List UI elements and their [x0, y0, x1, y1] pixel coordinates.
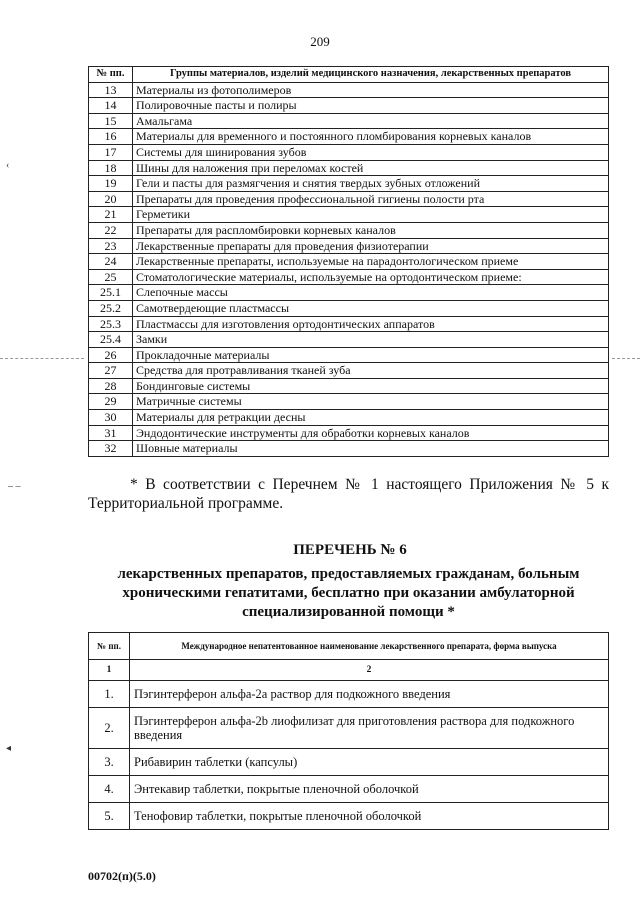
row-number: 2.: [89, 708, 130, 749]
column-header-drug: Международное непатентованное наименование лекарственного препарата, форма выпуска: [130, 633, 609, 660]
row-number: 25.1: [89, 285, 133, 301]
page-number: 209: [310, 34, 330, 49]
table-row: [89, 238, 609, 254]
row-text: Энтекавир таблетки, покрытые пленочной оболочкой: [130, 776, 609, 803]
table-row: [89, 347, 609, 363]
scan-mark: ‒ –: [8, 481, 21, 492]
footnote: * В соответствии с Перечнем № 1 настоящего Приложения № 5 к Территориальной программе.: [88, 476, 609, 512]
row-text: Замки: [133, 332, 609, 348]
row-text: Слепочные массы: [133, 285, 609, 301]
row-text: Пэгинтерферон альфа-2b лиофилизат для приготовления раствора для подкожного введения: [130, 708, 609, 749]
table-row: [89, 425, 609, 441]
table-row: [89, 363, 609, 379]
table-row: [89, 300, 609, 316]
row-text: Матричные системы: [133, 394, 609, 410]
row-text: Пластмассы для изготовления ортодонтических аппаратов: [133, 316, 609, 332]
table-row: [89, 410, 609, 426]
table-row: [89, 98, 609, 114]
table-row: [89, 681, 609, 708]
row-number: 23: [89, 238, 133, 254]
table-row: [89, 82, 609, 98]
list-subtitle: лекарственных препаратов, предоставляемых гражданам, больным хроническими гепатитами, бесплатно при оказании амбулаторной специализированной помощи *: [117, 566, 580, 620]
row-number: 1.: [89, 681, 130, 708]
row-text: Пэгинтерферон альфа-2а раствор для подкожного введения: [130, 681, 609, 708]
row-number: 28: [89, 378, 133, 394]
column-header-number: № пп.: [89, 633, 130, 660]
table-row: [89, 776, 609, 803]
row-number: 21: [89, 207, 133, 223]
row-number: 15: [89, 113, 133, 129]
table-row: [89, 316, 609, 332]
row-number: 24: [89, 254, 133, 270]
table-row: [89, 708, 609, 749]
column-header-number: № пп.: [89, 67, 133, 83]
row-number: 25.4: [89, 332, 133, 348]
table-header-row: [89, 633, 609, 660]
row-number: 20: [89, 191, 133, 207]
table-row: [89, 160, 609, 176]
table-row: [89, 749, 609, 776]
list-title: ПЕРЕЧЕНЬ № 6: [293, 542, 407, 558]
row-number: 25.3: [89, 316, 133, 332]
materials-table: [88, 66, 609, 457]
table-row: [89, 191, 609, 207]
row-text: Материалы для временного и постоянного пломбирования корневых каналов: [133, 129, 609, 145]
row-text: Самотвердеющие пластмассы: [133, 300, 609, 316]
row-number: 18: [89, 160, 133, 176]
table-row: [89, 269, 609, 285]
row-text: Средства для протравливания тканей зуба: [133, 363, 609, 379]
row-number: 4.: [89, 776, 130, 803]
row-text: Шовные материалы: [133, 441, 609, 457]
row-text: Материалы для ретракции десны: [133, 410, 609, 426]
scan-mark: ‹: [6, 160, 10, 171]
row-text: Шины для наложения при переломах костей: [133, 160, 609, 176]
row-number: 29: [89, 394, 133, 410]
row-number: 14: [89, 98, 133, 114]
scan-mark: ◂: [6, 743, 12, 754]
drugs-table: [88, 632, 609, 830]
row-text: Препараты для проведения профессиональной гигиены полости рта: [133, 191, 609, 207]
table-row: [89, 285, 609, 301]
document-code: 00702(п)(5.0): [88, 869, 156, 883]
column-number: 1: [89, 660, 130, 681]
table-row: [89, 378, 609, 394]
row-text: Тенофовир таблетки, покрытые пленочной оболочкой: [130, 803, 609, 830]
table-row: [89, 441, 609, 457]
row-text: Эндодонтические инструменты для обработки корневых каналов: [133, 425, 609, 441]
row-text: Бондинговые системы: [133, 378, 609, 394]
row-text: Лекарственные препараты, используемые на парадонтологическом приеме: [133, 254, 609, 270]
row-number: 5.: [89, 803, 130, 830]
row-number: 25: [89, 269, 133, 285]
table-row: [89, 207, 609, 223]
column-number-row: [89, 660, 609, 681]
row-text: Амальгама: [133, 113, 609, 129]
row-text: Рибавирин таблетки (капсулы): [130, 749, 609, 776]
column-number: 2: [130, 660, 609, 681]
table-row: [89, 222, 609, 238]
row-number: 17: [89, 144, 133, 160]
scan-line: [612, 358, 640, 359]
row-text: Стоматологические материалы, используемые на ортодонтическом приеме:: [133, 269, 609, 285]
row-text: Материалы из фотополимеров: [133, 82, 609, 98]
row-text: Гели и пасты для размягчения и снятия твердых зубных отложений: [133, 176, 609, 192]
row-number: 30: [89, 410, 133, 426]
table-row: [89, 803, 609, 830]
row-number: 3.: [89, 749, 130, 776]
table-row: [89, 394, 609, 410]
row-number: 25.2: [89, 300, 133, 316]
row-number: 26: [89, 347, 133, 363]
table-row: [89, 254, 609, 270]
table-header-row: [89, 67, 609, 83]
row-text: Препараты для распломбировки корневых каналов: [133, 222, 609, 238]
row-text: Лекарственные препараты для проведения физиотерапии: [133, 238, 609, 254]
row-number: 32: [89, 441, 133, 457]
row-number: 16: [89, 129, 133, 145]
row-number: 22: [89, 222, 133, 238]
table-row: [89, 332, 609, 348]
row-text: Прокладочные материалы: [133, 347, 609, 363]
row-text: Герметики: [133, 207, 609, 223]
row-text: Системы для шинирования зубов: [133, 144, 609, 160]
column-header-group: Группы материалов, изделий медицинского назначения, лекарственных препаратов: [133, 67, 609, 83]
row-number: 19: [89, 176, 133, 192]
row-text: Полировочные пасты и полиры: [133, 98, 609, 114]
table-row: [89, 176, 609, 192]
row-number: 27: [89, 363, 133, 379]
row-number: 13: [89, 82, 133, 98]
scan-line: [0, 358, 84, 359]
table-row: [89, 113, 609, 129]
table-row: [89, 144, 609, 160]
row-number: 31: [89, 425, 133, 441]
table-row: [89, 129, 609, 145]
